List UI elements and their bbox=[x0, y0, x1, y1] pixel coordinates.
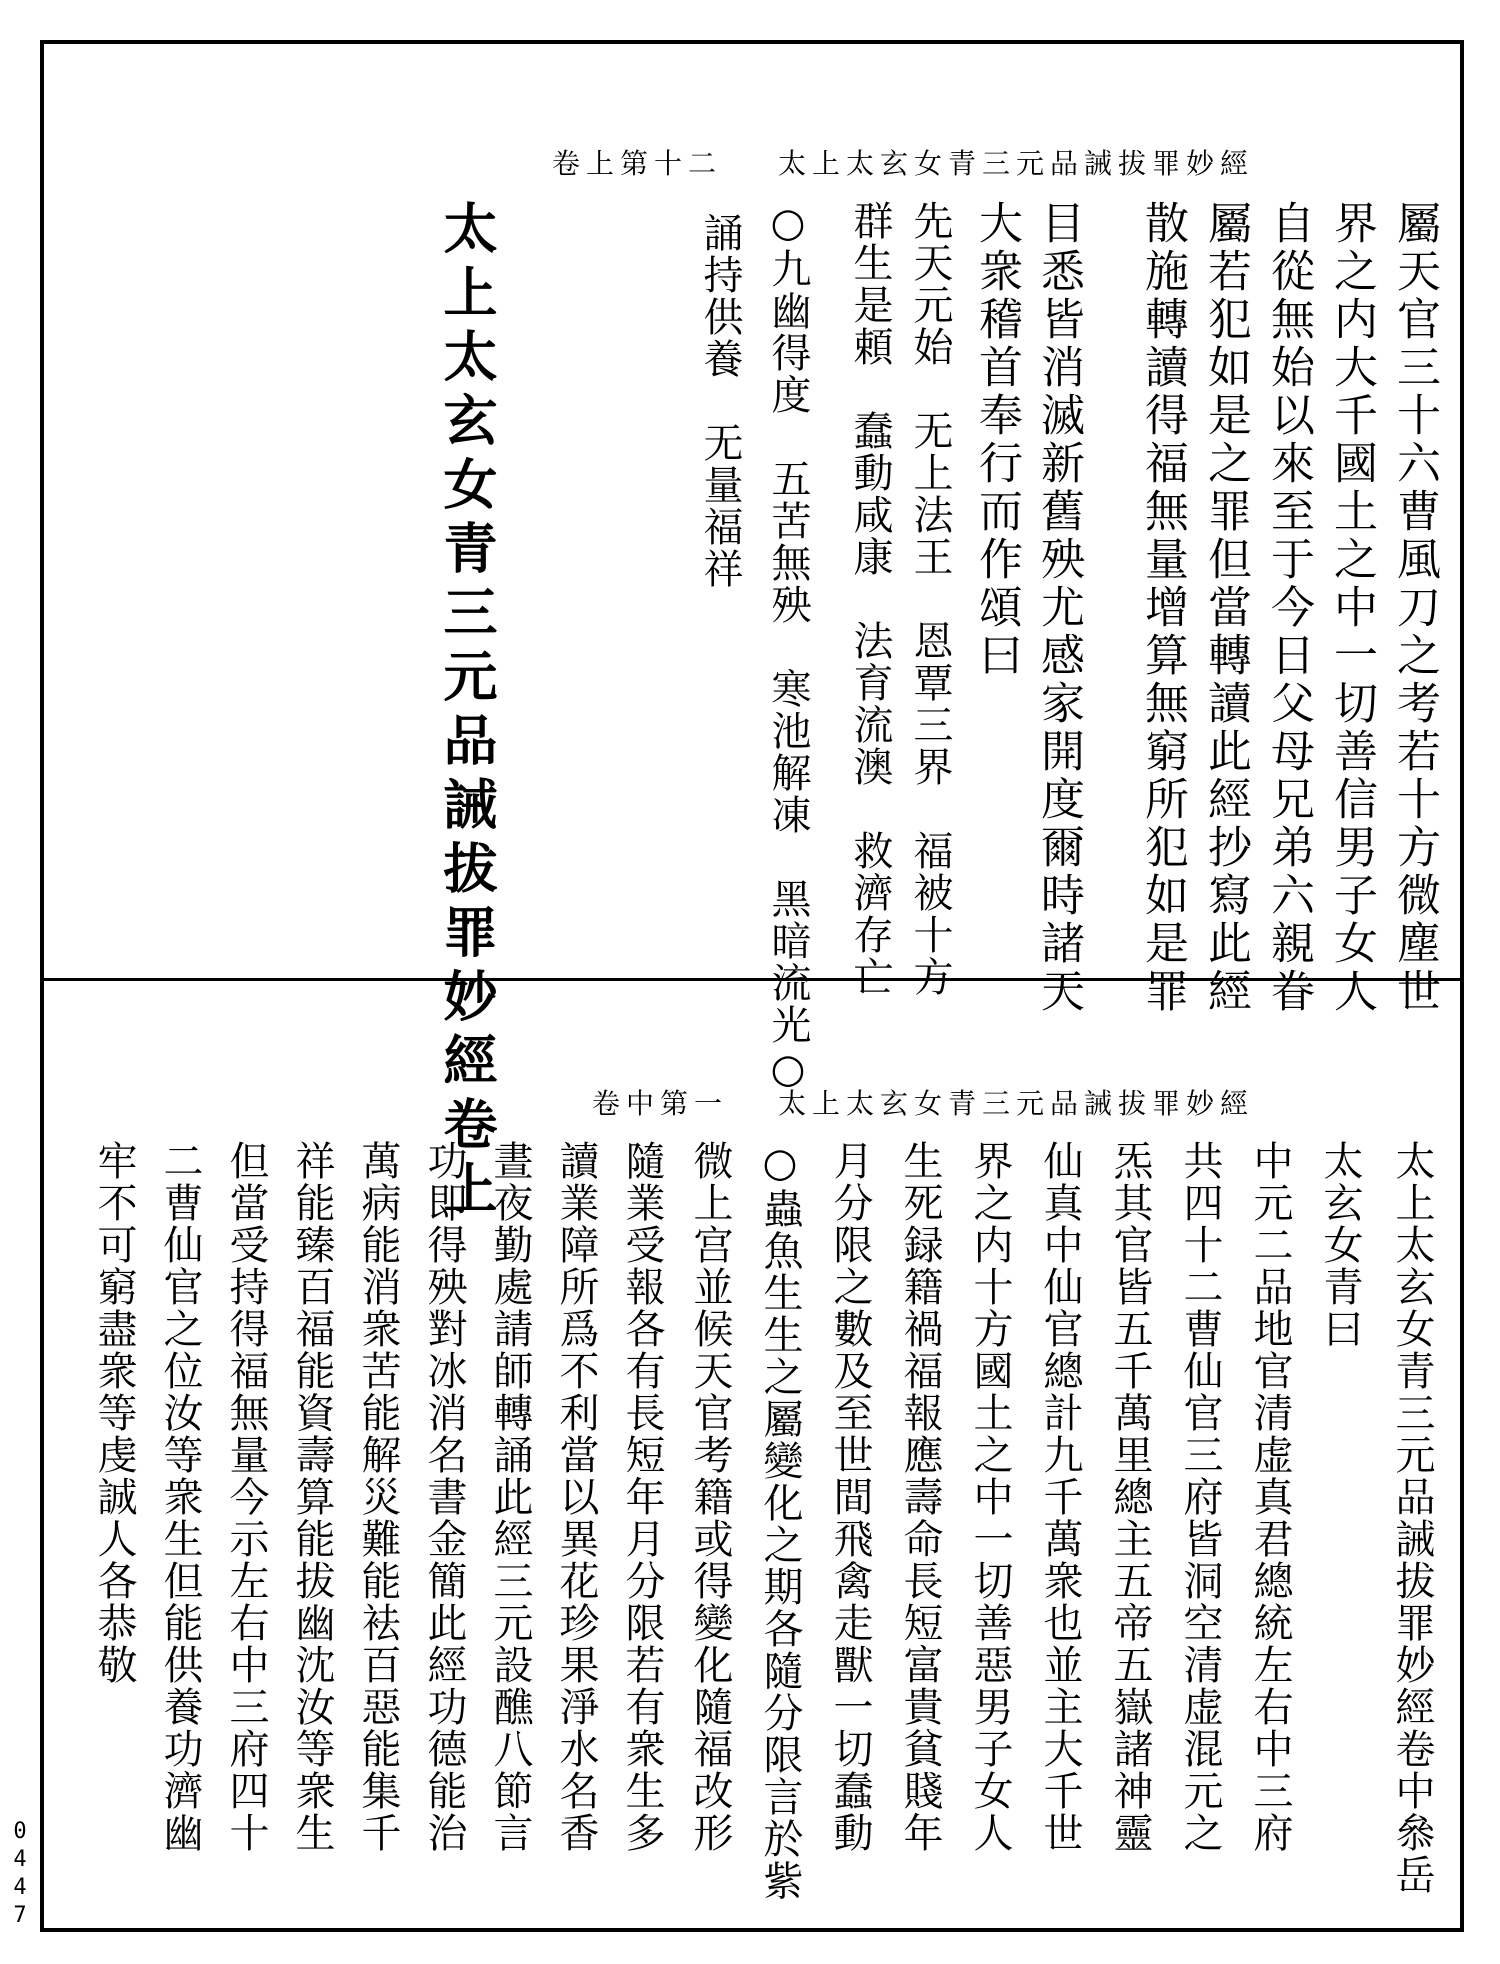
upper-verse-2: 群生是頼 蠢動咸康 法育流澳 救濟存亡 bbox=[847, 200, 893, 998]
lower-column-11: 微上宫並候天官考籍或得變化隨福改形 bbox=[687, 1140, 733, 1854]
upper-scroll-title: 太上太玄女青三元品誡拔罪妙經卷上 bbox=[435, 200, 499, 1224]
lower-column-1: 太上太玄女青三元品誡拔罪妙經卷中叅岳 bbox=[1389, 1140, 1435, 1896]
lower-column-13: 讀業障所爲不利當以異花珍果淨水名香 bbox=[553, 1140, 599, 1854]
lower-column-16: 萬病能消衆苦能解災難能袪百惡能集千 bbox=[355, 1140, 401, 1854]
lower-column-19: 二曹仙官之位汝等衆生但能供養功濟幽 bbox=[157, 1140, 203, 1854]
upper-column-3: 自從無始以來至于今日父母兄弟六親眷 bbox=[1263, 200, 1314, 1016]
lower-column-15: 功即得殃對冰消名書金簡此經功德能治 bbox=[421, 1140, 467, 1854]
lower-column-6: 仙真中仙官總計九千萬衆也並主大千世 bbox=[1037, 1140, 1083, 1854]
upper-verse-4: 誦持供養 无量福祥 bbox=[697, 212, 743, 590]
upper-column-4: 屬若犯如是之罪但當轉讀此經抄寫此經 bbox=[1200, 200, 1251, 1016]
upper-header-chapter: 卷上第十二 bbox=[552, 147, 723, 180]
lower-column-9: 月分限之數及至世間飛禽走獸一切蠢動 bbox=[827, 1140, 873, 1854]
upper-verse-1: 先天元始 无上法王 恩覃三界 福被十方 bbox=[907, 200, 953, 998]
lower-column-20: 牢不可窮盡衆等虔誠人各恭敬 bbox=[91, 1140, 137, 1686]
lower-column-17: 祥能臻百福能資壽算能拔幽沈汝等衆生 bbox=[289, 1140, 335, 1854]
lower-column-18: 但當受持得福無量今示左右中三府四十 bbox=[223, 1140, 269, 1854]
lower-column-3: 中元二品地官清虚真君總統左右中三府 bbox=[1247, 1140, 1293, 1854]
upper-column-2: 界之内大千國土之中一切善信男子女人 bbox=[1326, 200, 1377, 1016]
upper-verse-3: ○九幽得度 五苦無殃 寒池解凍 黑暗流光○ bbox=[765, 200, 811, 1094]
lower-column-8: 生死録籍禍福報應壽命長短富貴貧賤年 bbox=[897, 1140, 943, 1854]
page-number-digit: 7 bbox=[13, 1903, 27, 1928]
page-number bbox=[10, 1818, 30, 1930]
upper-column-1: 屬天官三十六曹風刀之考若十方微塵世 bbox=[1389, 200, 1440, 1016]
upper-column-6: 目悉皆消滅新舊殃尤感家開度爾時諸天 bbox=[1033, 200, 1084, 1016]
lower-column-2: 太玄女青曰 bbox=[1317, 1140, 1363, 1350]
page-number-digit: 0 bbox=[13, 1819, 27, 1844]
upper-column-5: 散施轉讀得福無量增算無窮所犯如是罪 bbox=[1137, 200, 1188, 1016]
page-number-digit: 4 bbox=[13, 1875, 27, 1900]
lower-column-7: 界之内十方國土之中一切善惡男子女人 bbox=[967, 1140, 1013, 1854]
upper-column-7: 大衆稽首奉行而作頌曰 bbox=[971, 200, 1022, 680]
page-number-digit: 4 bbox=[13, 1847, 27, 1872]
lower-column-5: 炁其官皆五千萬里總主五帝五嶽諸神靈 bbox=[1107, 1140, 1153, 1854]
lower-column-12: 隨業受報各有長短年月分限若有衆生多 bbox=[619, 1140, 665, 1854]
upper-header-title: 太上太玄女青三元品誡拔罪妙經 bbox=[778, 147, 1255, 180]
lower-column-14: 晝夜勤處請師轉誦此經三元設醮八節言 bbox=[487, 1140, 533, 1854]
lower-column-4: 共四十二曹仙官三府皆洞空清虚混元之 bbox=[1177, 1140, 1223, 1854]
lower-header-title: 太上太玄女青三元品誡拔罪妙經 bbox=[778, 1087, 1255, 1120]
lower-column-10: ○蟲魚生生之屬變化之期各隨分限言於紫 bbox=[757, 1140, 803, 1902]
lower-header-chapter: 卷中第一 bbox=[592, 1087, 729, 1120]
